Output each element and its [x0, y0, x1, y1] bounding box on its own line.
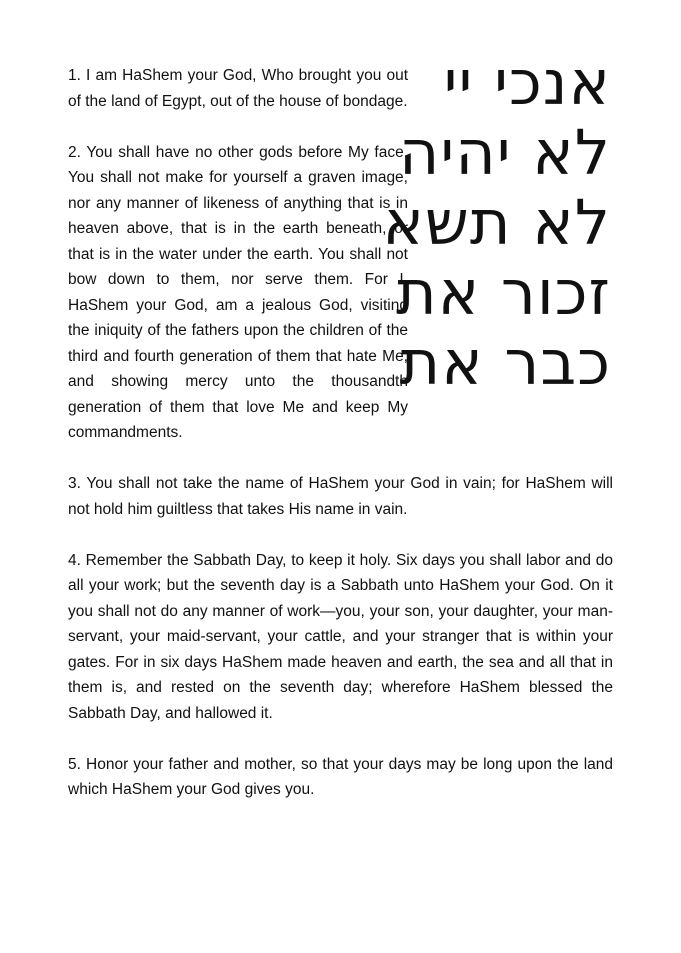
commandments-text: [68, 63, 613, 828]
hebrew-line-5: כבר את: [399, 326, 611, 399]
commandment-4: 4. Remember the Sabbath Day, to keep it holy. Six days you shall labor and do all your work; but the seventh day is a Sabbath unto HaShem your God. On it you shall not do any manner of work—you, your son, your daughter, your man-servant, your maid-servant, your cattle, and your stranger that is within your gates. For in six days HaShem made heaven and earth, the sea and all that in them is, and rested on the seventh day; wherefore HaShem blessed the Sabbath Day, and hallowed it.: [68, 551, 613, 722]
commandment-3: 3. You shall not take the name of HaShem your God in vain; for HaShem will not hold him guiltless that takes His name in vain.: [68, 475, 613, 518]
commandment-2: 2. You shall have no other gods before My face. You shall not make for yourself a graven image, nor any manner of likeness of anything that is in heaven above, that is in the earth beneath, or that is in the water under the earth. You shall not bow down to them, nor serve them. For I, HaShem your God, am a jealous God, visiting the iniquity of the fathers upon the children of the third and fourth generation of them that hate Me; and showing mercy unto the thousandth generation of them that love Me and keep My commandments.: [68, 143, 408, 441]
commandment-5: 5. Honor your father and mother, so that your days may be long upon the land which HaShem your God gives you.: [68, 755, 613, 798]
hebrew-line-2: לא יהיה: [398, 116, 611, 189]
commandment-1: 1. I am HaShem your God, Who brought you out of the land of Egypt, out of the house of bondage.: [68, 67, 408, 110]
hebrew-line-1: אנכי יי: [443, 46, 611, 119]
hebrew-float-spacer: [408, 63, 613, 418]
hebrew-line-4: זכור את: [395, 256, 611, 329]
hebrew-line-3: לא תשא: [382, 186, 611, 259]
